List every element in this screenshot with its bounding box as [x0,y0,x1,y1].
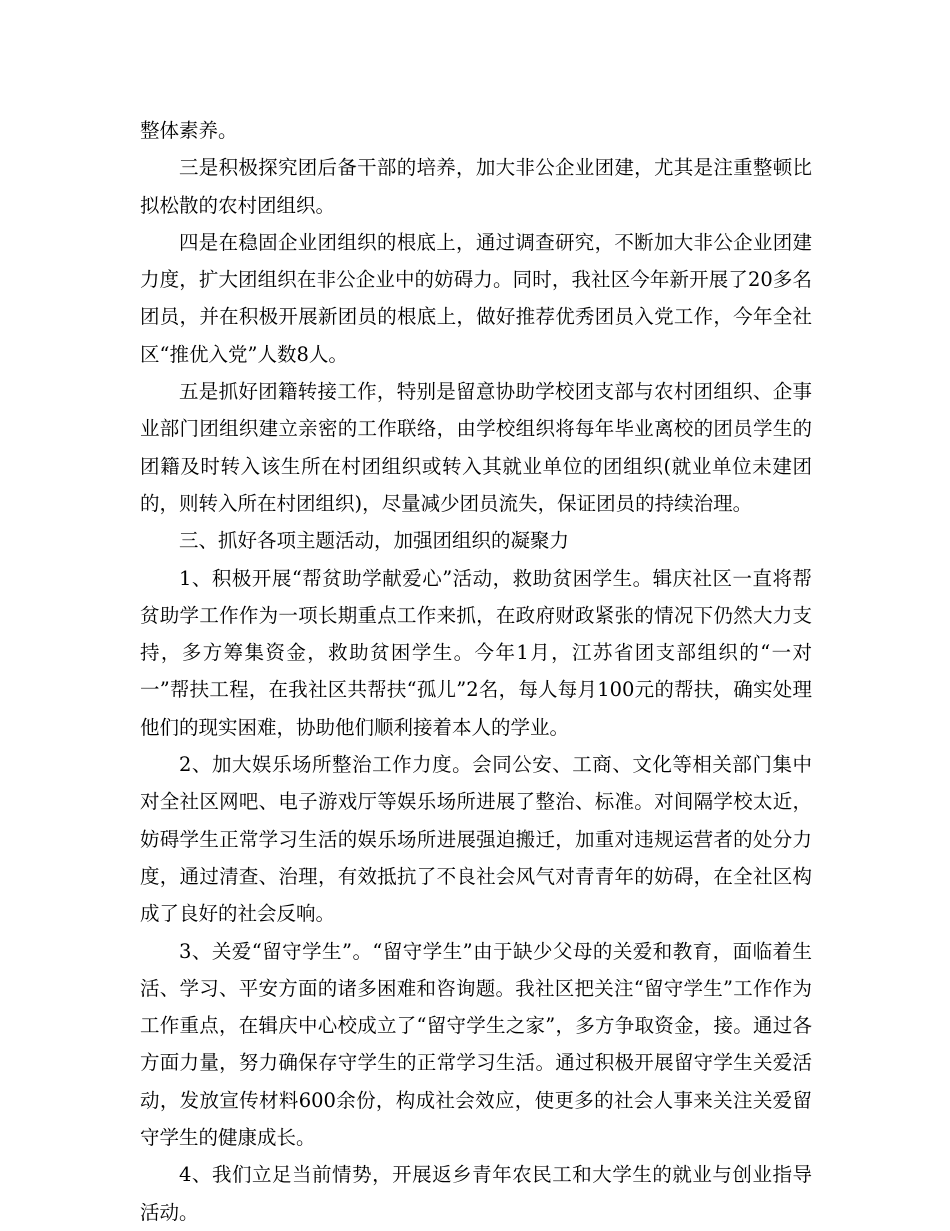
section-heading-themed-activities: 三、抓好各项主题活动，加强团组织的凝聚力 [179,529,570,553]
paragraph-reserve-cadres: 三是积极探究团后备干部的培养，加大非公企业团建，尤其是注重整顿比拟松散的农村团组织。 [140,156,812,217]
paragraph-enterprise-league: 四是在稳固企业团组织的根底上，通过调查研究，不断加大非公企业团建力度，扩大团组织在非公企业中的妨碍力。同时，我社区今年新开展了20多名团员，并在积极开展新团员的根底上，做好推荐优秀团员入党工作，今年全社区“推优入党”人数8人。 [140,230,812,366]
paragraph-employment-guidance: 4、我们立足当前情势，开展返乡青年农民工和大学生的就业与创业指导活动。 [140,1163,812,1224]
document-body [140,112,812,1231]
paragraph-continuation: 整体素养。 [140,119,238,142]
paragraph-entertainment-venues: 2、加大娱乐场所整治工作力度。会同公安、工商、文化等相关部门集中对全社区网吧、电子游戏厅等娱乐场所进展了整治、标准。对间隔学校太近，妨碍学生正常学习生活的娱乐场所进展强迫搬迁，加重对违规运营者的处分力度，通过清查、治理，有效抵抗了不良社会风气对青青年的妨碍，在全社区构成了良好的社会反响。 [140,753,812,926]
paragraph-left-behind-students: 3、关爱“留守学生”。“留守学生”由于缺少父母的关爱和教育，面临着生活、学习、平安方面的诸多困难和咨询题。我社区把关注“留守学生”工作作为工作重点，在辑庆中心校成立了“留守学生之家”，多方争取资金，接。通过各方面力量，努力确保存守学生的正常学习生活。通过积极开展留守学生关爱活动，发放宣传材料600余份，构成社会效应，使更多的社会人事来关注关爱留守学生的健康成长。 [140,939,812,1150]
paragraph-membership-transfer: 五是抓好团籍转接工作，特别是留意协助学校团支部与农村团组织、企事业部门团组织建立亲密的工作联络，由学校组织将每年毕业离校的团员学生的团籍及时转入该生所在村团组织或转入其就业单位的团组织(就业单位未建团的，则转入所在村团组织)，尽量减少团员流失，保证团员的持续治理。 [140,380,812,515]
paragraph-poverty-aid: 1、积极开展“帮贫助学献爱心”活动，救助贫困学生。辑庆社区一直将帮贫助学工作作为一项长期重点工作来抓，在政府财政紧张的情况下仍然大力支持，多方筹集资金，救助贫困学生。今年1月，江苏省团支部组织的“一对一”帮扶工程，在我社区共帮扶“孤儿”2名，每人每月100元的帮扶，确实处理他们的现实困难，协助他们顺利接着本人的学业。 [140,566,812,739]
